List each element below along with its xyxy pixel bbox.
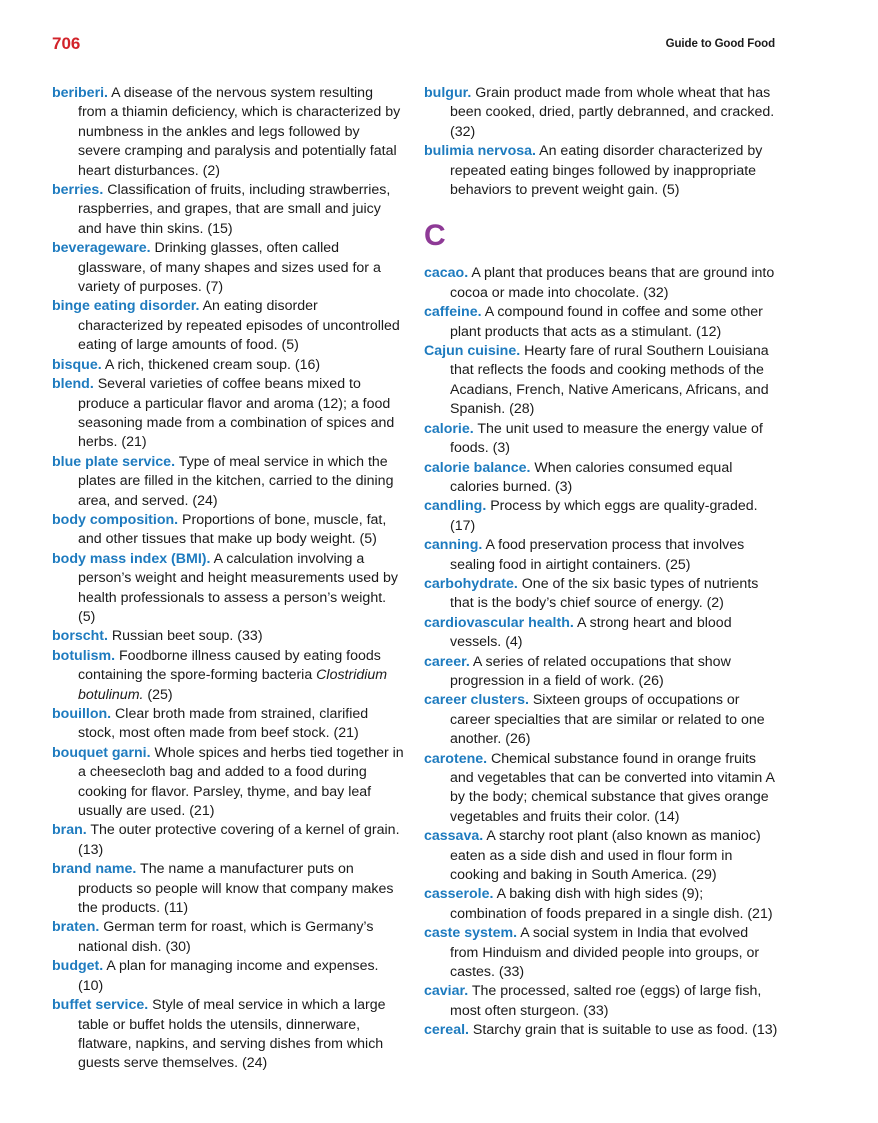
glossary-term: carotene.: [424, 750, 488, 767]
glossary-entry: [52, 375, 404, 453]
glossary-term: career.: [424, 653, 470, 670]
glossary-term: brand name.: [52, 861, 137, 878]
glossary-definition: Style of meal service in which a large table or buffet holds the utensils, dinnerware, flatware, napkins, and serving dishes from which guests serve themselves. (24): [78, 997, 386, 1072]
glossary-term: cardiovascular health.: [424, 614, 574, 631]
glossary-definition: A compound found in coffee and some other plant products that acts as a stimulant. (12): [450, 304, 763, 340]
glossary-term: braten.: [52, 919, 100, 936]
glossary-definition: A series of related occupations that show progression in a field of work. (26): [450, 653, 731, 689]
glossary-term: bisque.: [52, 356, 102, 373]
glossary-definition: A starchy root plant (also known as manioc) eaten as a side dish and used in flour form in cooking and baking in South America. (29): [450, 828, 761, 884]
glossary-definition: A baking dish with high sides (9); combination of foods prepared in a single dish. (21): [450, 886, 773, 922]
glossary-entry: [424, 459, 778, 498]
glossary-definition: The unit used to measure the energy value of foods. (3): [450, 420, 763, 457]
glossary-entry: [424, 575, 778, 614]
glossary-definition: A rich, thickened cream soup. (16): [101, 356, 321, 373]
glossary-definition: A plant that produces beans that are ground into cocoa or made into chocolate. (32): [450, 265, 775, 301]
glossary-definition: Hearty fare of rural Southern Louisiana that reflects the foods and cooking methods of the Acadians, French, Native Americans, Africans, and Spanish. (28): [450, 343, 769, 418]
glossary-definition: Starchy grain that is suitable to use as food. (13): [468, 1022, 778, 1039]
glossary-term: body composition.: [52, 511, 179, 528]
glossary-term: calorie.: [424, 420, 474, 437]
glossary-term: cacao.: [424, 265, 469, 282]
glossary-definition: Type of meal service in which the plates are filled in the kitchen, carried to the dining area, and served. (24): [78, 453, 394, 509]
glossary-definition: Grain product made from whole wheat that has been cooked, dried, partly debranned, and cracked. (32): [450, 85, 775, 140]
glossary-term: blend.: [52, 376, 94, 393]
glossary-definition: Russian beet soup. (33): [107, 628, 263, 645]
glossary-entry: [424, 536, 778, 575]
glossary-term: cassava.: [424, 828, 484, 845]
glossary-term: canning.: [424, 537, 483, 554]
glossary-term: cereal.: [424, 1022, 469, 1039]
glossary-entry: [52, 84, 404, 181]
glossary-entry: [52, 744, 404, 822]
glossary-definition: German term for roast, which is Germany’s national dish. (30): [78, 919, 374, 955]
glossary-definition: Several varieties of coffee beans mixed to produce a particular flavor and aroma (12); a food seasoning made from a combination of spices and herbs. (21): [78, 376, 395, 451]
glossary-definition: An eating disorder characterized by repeated episodes of uncontrolled eating of large amounts of food. (5): [78, 298, 400, 354]
glossary-definition: Clear broth made from strained, clarified stock, most often made from beef stock. (21): [78, 706, 369, 742]
glossary-column-left: [52, 84, 404, 1074]
glossary-term: Cajun cuisine.: [424, 343, 521, 360]
glossary-definition-italic: Clostridium botulinum.: [78, 667, 388, 703]
glossary-definition: Chemical substance found in orange fruits and vegetables that can be converted into vitamin A by the body; chemical substance that gives orange vegetables and fruits their color. (14): [450, 750, 775, 825]
glossary-term: carbohydrate.: [424, 575, 518, 592]
glossary-entry: [424, 653, 778, 692]
glossary-definition: Foodborne illness caused by eating foods containing the spore-forming bacteria: [78, 647, 381, 684]
glossary-term: beriberi.: [52, 85, 108, 101]
glossary-entry: [424, 420, 778, 459]
glossary-definition: The name a manufacturer puts on products so people will know that company makes the products. (11): [78, 861, 394, 917]
glossary-term: beverageware.: [52, 240, 151, 257]
glossary-definition: A disease of the nervous system resulting from a thiamin deficiency, which is characterized by numbness in the ankles and legs followed by severe cramping and paralysis and potentially fatal heart disturbances. (2): [78, 85, 401, 179]
glossary-definition: Whole spices and herbs tied together in a cheesecloth bag and added to a food during cooking for flavor. Parsley, thyme, and bay leaf usually are used. (21): [78, 744, 404, 820]
glossary-term: caste system.: [424, 925, 518, 942]
glossary-term: bran.: [52, 822, 87, 839]
glossary-entry: [424, 924, 778, 982]
glossary-term: berries.: [52, 182, 104, 199]
glossary-term: candling.: [424, 498, 487, 515]
glossary-term: caviar.: [424, 983, 469, 1000]
glossary-definition: A calculation involving a person’s weight and height measurements used by health professionals to assess a person’s weight. (5): [78, 550, 398, 625]
glossary-term: botulism.: [52, 647, 116, 664]
glossary-entry: [52, 705, 404, 744]
glossary-entry: [52, 297, 404, 355]
glossary-definition: A strong heart and blood vessels. (4): [450, 614, 732, 651]
glossary-term: blue plate service.: [52, 453, 176, 470]
glossary-definition: Process by which eggs are quality-graded. (17): [450, 498, 758, 534]
glossary-entry: [424, 982, 778, 1021]
glossary-definition: A food preservation process that involves sealing food in airtight containers. (25): [450, 537, 745, 573]
glossary-entry: [424, 142, 778, 200]
glossary-entry: [424, 691, 778, 749]
glossary-entry: [424, 264, 778, 303]
glossary-entry: [424, 750, 778, 828]
glossary-term: borscht.: [52, 628, 108, 645]
glossary-entry: [424, 885, 778, 924]
glossary-entry: [424, 827, 778, 885]
section-letter: C: [424, 219, 446, 253]
glossary-entry: [52, 821, 404, 860]
glossary-definition: Proportions of bone, muscle, fat, and other tissues that make up body weight. (5): [78, 511, 387, 548]
glossary-entry: [52, 239, 404, 297]
glossary-term: budget.: [52, 958, 104, 975]
glossary-entry: [424, 84, 778, 142]
glossary-definition: The outer protective covering of a kernel of grain. (13): [78, 822, 400, 858]
glossary-entry: [52, 918, 404, 957]
running-head: Guide to Good Food: [665, 38, 775, 50]
glossary-entry: [52, 627, 404, 646]
glossary-entry: [52, 996, 404, 1074]
glossary-definition: The processed, salted roe (eggs) of large fish, most often sturgeon. (33): [450, 983, 762, 1019]
glossary-term: binge eating disorder.: [52, 298, 200, 315]
glossary-term: bouillon.: [52, 706, 112, 722]
glossary-entry: [52, 550, 404, 628]
glossary-term: caffeine.: [424, 304, 482, 321]
glossary-entry: [52, 647, 404, 705]
glossary-entry: [52, 957, 404, 996]
glossary-definition: A plan for managing income and expenses. (10): [78, 958, 379, 994]
glossary-group-c: [424, 264, 778, 1040]
glossary-definition: One of the six basic types of nutrients that is the body’s chief source of energy. (2): [450, 575, 759, 612]
glossary-entry: [424, 497, 778, 536]
glossary-entry: [424, 303, 778, 342]
glossary-entry: [52, 860, 404, 918]
glossary-column-right: [424, 84, 778, 1041]
glossary-term: bulimia nervosa.: [424, 143, 536, 160]
glossary-entry: [52, 511, 404, 550]
glossary-term: bouquet garni.: [52, 744, 151, 761]
page-number: 706: [52, 34, 81, 53]
glossary-term: buffet service.: [52, 997, 149, 1014]
glossary-group-b: [424, 84, 778, 200]
glossary-term: career clusters.: [424, 692, 529, 709]
glossary-definition: An eating disorder characterized by repeated eating binges followed by inappropriate behaviors to prevent weight gain. (5): [450, 143, 763, 199]
glossary-definition: A social system in India that evolved from Hinduism and divided people into groups, or castes. (33): [450, 925, 760, 981]
glossary-definition: Drinking glasses, often called glassware, of many shapes and sizes used for a variety of purposes. (7): [78, 240, 381, 296]
glossary-entry: [52, 453, 404, 511]
glossary-term: bulgur.: [424, 85, 472, 101]
glossary-definition: When calories consumed equal calories burned. (3): [450, 459, 733, 495]
glossary-definition: Classification of fruits, including strawberries, raspberries, and grapes, that are small and juicy and have thin skins. (15): [78, 182, 391, 237]
glossary-term: casserole.: [424, 886, 494, 903]
glossary-entry: [424, 614, 778, 653]
glossary-entry: [52, 356, 404, 375]
glossary-definition-suffix: (25): [143, 686, 173, 703]
glossary-entry: [424, 342, 778, 420]
glossary-term: body mass index (BMI).: [52, 550, 211, 567]
glossary-entry: [424, 1021, 778, 1040]
glossary-entry: [52, 181, 404, 239]
glossary-definition: Sixteen groups of occupations or career specialties that are similar or related to one another. (26): [450, 692, 765, 748]
glossary-term: calorie balance.: [424, 459, 531, 476]
